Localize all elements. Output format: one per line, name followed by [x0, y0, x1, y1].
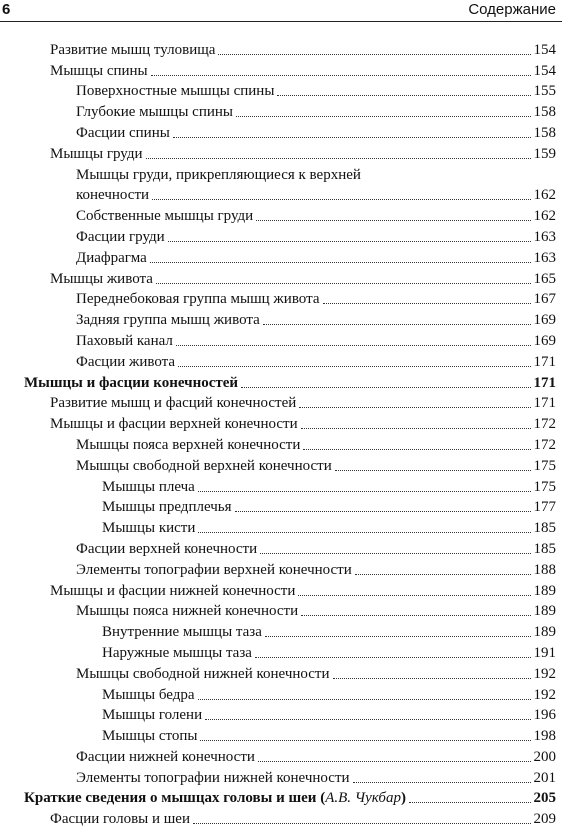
toc-entry-page: 188	[533, 561, 556, 578]
toc-entry-page: 165	[533, 270, 556, 287]
toc-entry-page: 171	[533, 395, 556, 412]
dot-leader	[277, 94, 530, 96]
toc-entry-title: Собственные мышцы груди	[76, 208, 256, 225]
toc-entry-title: Мышцы пояса нижней конечности	[76, 603, 301, 620]
dot-leader	[178, 365, 530, 367]
toc-entry-page: 172	[533, 436, 556, 453]
dot-leader	[241, 386, 530, 388]
dot-leader	[198, 531, 530, 533]
toc-entry-page: 162	[533, 208, 556, 225]
dot-leader	[260, 552, 530, 554]
toc-entry-page: 192	[533, 686, 556, 703]
dot-leader	[205, 718, 530, 720]
toc-entry	[0, 620, 562, 641]
dot-leader	[303, 448, 530, 450]
dot-leader	[193, 822, 531, 824]
toc-entry-page: 185	[533, 520, 556, 537]
toc-entry-page: 159	[533, 145, 556, 162]
toc-entry	[0, 184, 562, 205]
dot-leader	[301, 614, 530, 616]
page-number: 6	[2, 1, 11, 18]
toc-entry-title: Развитие мышц и фасций конечностей	[50, 395, 299, 412]
toc-entry-title: Мышцы свободной верхней конечности	[76, 458, 335, 475]
toc-entry	[0, 371, 562, 392]
toc-entry	[0, 475, 562, 496]
toc-entry-title: Развитие мышц туловища	[50, 42, 218, 59]
toc-entry	[0, 766, 562, 787]
toc-entry	[0, 807, 562, 828]
toc-entry	[0, 412, 562, 433]
toc-entry-title: Мышцы и фасции верхней конечности	[50, 416, 301, 433]
dot-leader	[146, 157, 531, 159]
dot-leader	[353, 781, 531, 783]
toc-entry-page: 175	[533, 478, 556, 495]
toc-entry-author: А.В. Чукбар	[325, 790, 401, 807]
toc-entry-page: 172	[533, 416, 556, 433]
toc-entry-title: Мышцы груди, прикрепляющиеся к верхней	[76, 167, 556, 184]
toc-entry-title: Глубокие мышцы спины	[76, 104, 236, 121]
toc-entry-page: 189	[533, 603, 556, 620]
toc-entry-page: 169	[533, 332, 556, 349]
toc-entry-title: Фасции груди	[76, 229, 168, 246]
toc-entry-title: Мышцы свободной нижней конечности	[76, 666, 333, 683]
dot-leader	[236, 115, 531, 117]
toc-entry-page: 171	[533, 353, 556, 370]
page-header	[0, 0, 562, 22]
toc-entry	[0, 225, 562, 246]
dot-leader	[256, 219, 530, 221]
toc-entry	[0, 724, 562, 745]
dot-leader	[333, 677, 531, 679]
dot-leader	[218, 53, 530, 55]
dot-leader	[301, 427, 531, 429]
dot-leader	[168, 240, 531, 242]
toc-entry-title: Фасции спины	[76, 125, 173, 142]
dot-leader	[298, 594, 530, 596]
toc-entry-page: 196	[533, 707, 556, 724]
toc-entry	[0, 558, 562, 579]
dot-leader	[198, 698, 531, 700]
toc-entry-page: 200	[533, 748, 556, 765]
toc-entry	[0, 267, 562, 288]
toc-entry-page: 158	[533, 124, 556, 141]
toc-entry-page: 201	[533, 769, 556, 786]
toc-entry-title: Наружные мышцы таза	[102, 645, 255, 662]
toc-entry-title: конечности	[76, 187, 152, 204]
toc-entry	[0, 392, 562, 413]
toc-entry-page: 169	[533, 312, 556, 329]
dot-leader	[176, 344, 531, 346]
toc-entry-title: Фасции нижней конечности	[76, 749, 258, 766]
toc-entry-title: Мышцы и фасции нижней конечности	[50, 583, 298, 600]
dot-leader	[258, 760, 531, 762]
toc-entry-page: 209	[533, 811, 556, 828]
dot-leader	[235, 510, 531, 512]
toc-entry	[0, 496, 562, 517]
toc-entry-page: 163	[533, 249, 556, 266]
toc-entry-title: Фасции живота	[76, 354, 178, 371]
toc-entry-page: 175	[533, 457, 556, 474]
toc-entry-page: 155	[533, 83, 556, 100]
toc-entry	[0, 516, 562, 537]
running-title: Содержание	[468, 1, 556, 18]
toc-entry-page: 192	[533, 665, 556, 682]
toc-entry	[0, 454, 562, 475]
toc-entry	[0, 121, 562, 142]
toc-entry	[0, 683, 562, 704]
toc-entry-title: Паховый канал	[76, 333, 176, 350]
toc-entry-title: Фасции верхней конечности	[76, 541, 260, 558]
toc-entry-title: Задняя группа мышц живота	[76, 312, 263, 329]
toc-entry	[0, 329, 562, 350]
toc-entry-title: Мышцы груди	[50, 146, 146, 163]
toc-entry	[0, 163, 562, 184]
toc-entry-title: Внутренние мышцы таза	[102, 624, 265, 641]
toc-entry-page: 177	[533, 499, 556, 516]
table-of-contents	[0, 38, 562, 828]
toc-entry	[0, 662, 562, 683]
toc-entry-title: Мышцы предплечья	[102, 499, 235, 516]
toc-entry-title: Мышцы голени	[102, 707, 205, 724]
dot-leader	[152, 198, 530, 200]
header-rule	[0, 21, 562, 22]
dot-leader	[265, 635, 531, 637]
toc-entry	[0, 204, 562, 225]
toc-entry-page: 189	[533, 624, 556, 641]
toc-entry-title: Мышцы и фасции конечностей	[24, 375, 241, 392]
dot-leader	[409, 801, 531, 803]
toc-entry	[0, 59, 562, 80]
dot-leader	[355, 573, 531, 575]
dot-leader	[255, 656, 531, 658]
dot-leader	[156, 282, 531, 284]
toc-entry	[0, 600, 562, 621]
toc-entry-title: Мышцы бедра	[102, 687, 198, 704]
toc-entry-title: Мышцы кисти	[102, 520, 198, 537]
toc-entry-page: 162	[533, 187, 556, 204]
toc-entry-page: 154	[533, 62, 556, 79]
toc-entry	[0, 38, 562, 59]
toc-entry	[0, 246, 562, 267]
toc-entry-title: Мышцы стопы	[102, 728, 200, 745]
dot-leader	[335, 469, 531, 471]
toc-entry-title: Переднебоковая группа мышц живота	[76, 291, 323, 308]
dot-leader	[150, 261, 531, 263]
toc-entry-title: Элементы топографии нижней конечности	[76, 770, 353, 787]
dot-leader	[200, 739, 530, 741]
toc-entry	[0, 537, 562, 558]
toc-entry-page: 171	[533, 374, 556, 391]
dot-leader	[299, 406, 530, 408]
toc-entry-page: 167	[533, 291, 556, 308]
toc-entry-page: 198	[533, 728, 556, 745]
toc-entry	[0, 308, 562, 329]
toc-entry-title: Мышцы пояса верхней конечности	[76, 437, 303, 454]
toc-entry	[0, 745, 562, 766]
toc-entry-page: 189	[533, 582, 556, 599]
toc-entry	[0, 350, 562, 371]
toc-entry	[0, 288, 562, 309]
toc-entry	[0, 142, 562, 163]
toc-entry-page: 205	[533, 790, 556, 807]
toc-entry-page: 158	[533, 104, 556, 121]
toc-entry-title: Мышцы плеча	[102, 479, 198, 496]
toc-entry	[0, 704, 562, 725]
dot-leader	[151, 74, 531, 76]
dot-leader	[173, 136, 531, 138]
toc-entry	[0, 80, 562, 101]
toc-entry-page: 163	[533, 228, 556, 245]
toc-entry-title: Диафрагма	[76, 250, 150, 267]
toc-entry	[0, 100, 562, 121]
toc-entry-page: 154	[533, 41, 556, 58]
toc-entry-page: 185	[533, 540, 556, 557]
toc-entry-title: Фасции головы и шеи	[50, 811, 193, 828]
dot-leader	[323, 302, 531, 304]
dot-leader	[263, 323, 531, 325]
toc-entry-title: Мышцы живота	[50, 271, 156, 288]
toc-entry-title: Элементы топографии верхней конечности	[76, 562, 355, 579]
toc-entry	[0, 787, 562, 808]
toc-entry-page: 191	[533, 644, 556, 661]
toc-entry	[0, 433, 562, 454]
dot-leader	[198, 490, 531, 492]
toc-entry	[0, 579, 562, 600]
toc-entry-title: Поверхностные мышцы спины	[76, 83, 277, 100]
toc-entry-title: Мышцы спины	[50, 63, 151, 80]
toc-entry-title: Краткие сведения о мышцах головы и шеи (А.В. Чукбар)	[24, 790, 409, 807]
toc-entry	[0, 641, 562, 662]
